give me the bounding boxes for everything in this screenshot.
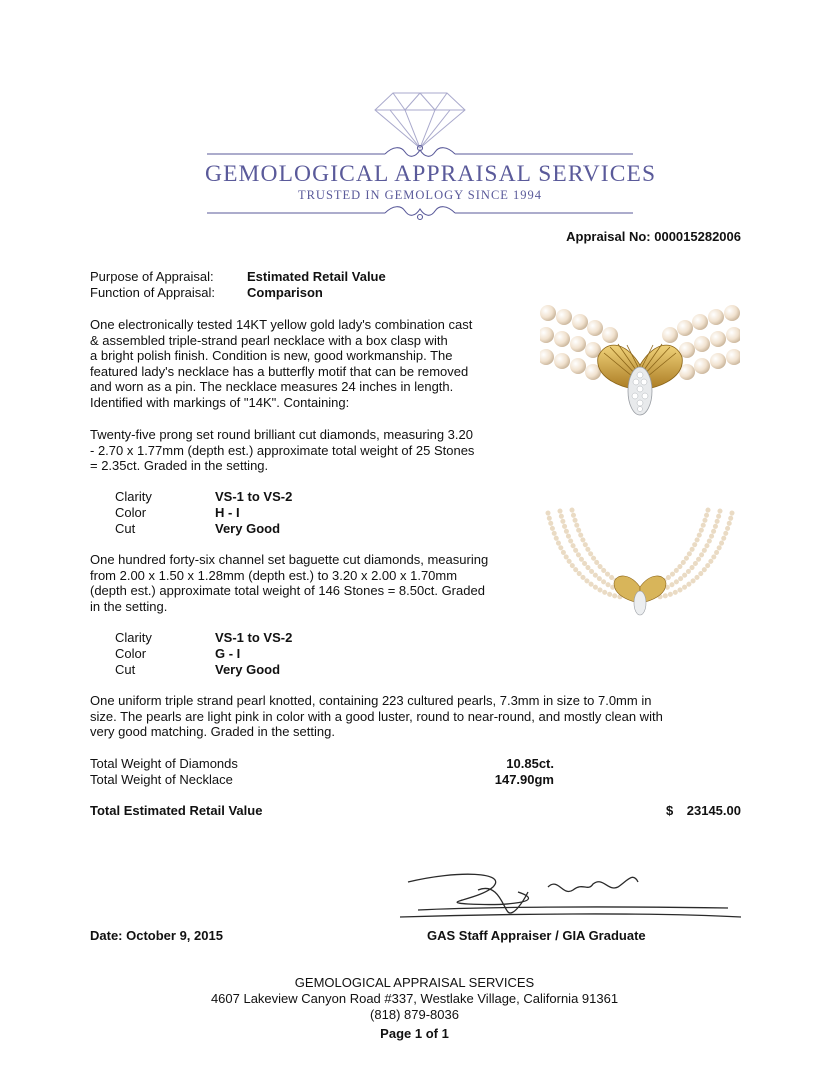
spec-row-cut xyxy=(115,521,415,537)
company-tagline: TRUSTED IN GEMOLOGY SINCE 1994 xyxy=(297,188,543,202)
text-line: & assembled triple-strand pearl necklace with a box clasp with xyxy=(90,332,448,348)
text-line: (depth est.) approximate total weight of 146 Stones = 8.50ct. Graded xyxy=(90,583,485,598)
butterfly-clasp xyxy=(598,344,683,415)
total-value: 147.90gm xyxy=(494,772,554,787)
bottom-ornament-divider xyxy=(207,207,633,220)
text-line: from 2.00 x 1.50 x 1.28mm (depth est.) to 3.20 x 2.00 x 1.70mm xyxy=(90,567,458,583)
spec-label: Color xyxy=(115,505,147,520)
text-line: One uniform triple strand pearl knotted, containing 223 cultured pearls, 7.3mm in size to 7.0mm in xyxy=(90,693,652,708)
baguette-diamonds-paragraph xyxy=(90,552,510,614)
text-line: very good matching. Graded in the setting. xyxy=(90,724,335,739)
text-line: Identified with markings of "14K". Containing: xyxy=(90,394,350,410)
appraiser-title: GAS Staff Appraiser / GIA Graduate xyxy=(427,928,646,943)
necklace-full-image xyxy=(540,505,740,635)
text-line: - 2.70 x 1.77mm (depth est.) approximate total weight of 25 Stones xyxy=(90,442,475,458)
text-line: = 2.35ct. Graded in the setting. xyxy=(90,458,269,473)
purpose-label: Purpose of Appraisal: xyxy=(90,269,214,284)
appraiser-signature xyxy=(398,862,743,922)
footer-address: 4607 Lakeview Canyon Road #337, Westlake Village, California 91361 xyxy=(210,991,619,1006)
round-diamonds-paragraph xyxy=(90,427,510,474)
spec-value: VS-1 to VS-2 xyxy=(215,489,293,504)
spec-label: Cut xyxy=(115,521,136,536)
text-line: featured lady's necklace has a butterfly motif that can be removed xyxy=(90,363,469,379)
text-line: One electronically tested 14KT yellow gold lady's combination cast xyxy=(90,317,473,332)
butterfly-clasp xyxy=(614,576,666,615)
function-value: Comparison xyxy=(247,285,323,300)
company-name: GEMOLOGICAL APPRAISAL SERVICES xyxy=(205,161,657,187)
text-line: Twenty-five prong set round brilliant cut diamonds, measuring 3.20 xyxy=(90,427,473,442)
spec-row-clarity xyxy=(115,630,415,646)
total-retail-value: 23145.00 xyxy=(686,803,741,818)
text-line: One hundred forty-six channel set baguette cut diamonds, measuring xyxy=(90,552,489,567)
purpose-value: Estimated Retail Value xyxy=(247,269,386,284)
spec-label: Clarity xyxy=(115,630,152,645)
currency-symbol: $ xyxy=(666,803,674,818)
spec-row-clarity xyxy=(115,489,415,505)
footer-phone: (818) 879-8036 xyxy=(370,1007,459,1022)
spec-row-cut xyxy=(115,662,415,678)
page-number: Page 1 of 1 xyxy=(380,1026,449,1041)
necklace-closeup-image xyxy=(540,295,740,430)
diamond-icon xyxy=(375,93,465,148)
spec-value: H - I xyxy=(215,505,240,520)
text-line: size. The pearls are light pink in color with a good luster, round to near-round, and mostly clean with xyxy=(90,708,663,724)
spec-value: Very Good xyxy=(215,521,281,536)
spec-label: Color xyxy=(115,646,147,661)
spec-label: Cut xyxy=(115,662,136,677)
total-retail-row xyxy=(90,803,741,819)
function-label: Function of Appraisal: xyxy=(90,285,216,300)
total-retail-label: Total Estimated Retail Value xyxy=(90,803,263,818)
spec-value: G - I xyxy=(215,646,241,661)
pearls-paragraph xyxy=(90,693,700,740)
text-line: in the setting. xyxy=(90,598,168,614)
pearl-strands xyxy=(548,510,732,597)
appraisal-number: Appraisal No: 000015282006 xyxy=(566,229,741,244)
total-necklace-row xyxy=(90,772,554,788)
spec-label: Clarity xyxy=(115,489,152,504)
total-diamonds-row xyxy=(90,756,554,772)
spec-row-color xyxy=(115,646,415,662)
footer-company: GEMOLOGICAL APPRAISAL SERVICES xyxy=(294,975,535,990)
total-value: 10.85ct. xyxy=(506,756,554,771)
appraisal-date: Date: October 9, 2015 xyxy=(90,928,223,943)
total-label: Total Weight of Diamonds xyxy=(90,756,238,771)
spec-value: Very Good xyxy=(215,662,281,677)
spec-value: VS-1 to VS-2 xyxy=(215,630,293,645)
text-line: and worn as a pin. The necklace measures 24 inches in length. xyxy=(90,379,454,394)
description-paragraph xyxy=(90,317,510,410)
total-label: Total Weight of Necklace xyxy=(90,772,233,787)
text-line: a bright polish finish. Condition is new, good workmanship. The xyxy=(90,348,453,363)
spec-row-color xyxy=(115,505,415,521)
